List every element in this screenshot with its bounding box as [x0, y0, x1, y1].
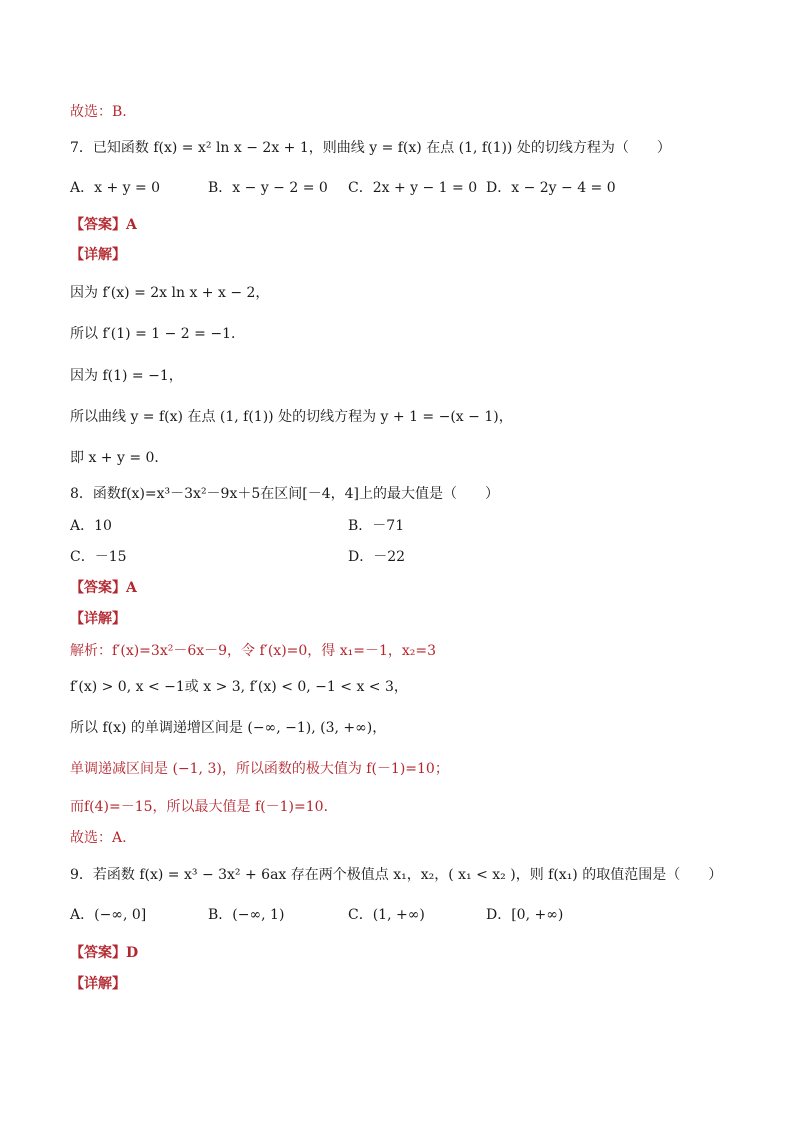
q7-step-1: 因为 f′(x) = 2x ln x + x − 2， [70, 285, 270, 301]
q9-detail-heading: 【详解】 [70, 976, 126, 992]
q8-step-3: 所以 f(x) 的单调递增区间是 (−∞, −1), (3, +∞)， [70, 720, 387, 736]
q7-option-a: A．x + y = 0 [70, 180, 161, 196]
q7-answer: 【答案】A [70, 217, 137, 233]
q8-step-5: 而f(4)=－15，所以最大值是 f(－1)=10． [70, 799, 338, 815]
q7-step-4: 所以曲线 y = f(x) 在点 (1, f(1)) 处的切线方程为 y + 1 = −(x − 1)， [70, 409, 513, 425]
q7-step-3: 因为 f(1) = −1， [70, 368, 183, 384]
q7-option-b: B．x − y − 2 = 0 [208, 180, 328, 196]
q9-stem: 9．若函数 f(x) = x³ − 3x² + 6ax 存在两个极值点 x₁，x₂，( x₁ < x₂ )，则 f(x₁) 的取值范围是（ ） [70, 867, 723, 883]
q7-step-2: 所以 f′(1) = 1 − 2 = −1． [70, 326, 245, 342]
q9-option-c: C．(1, +∞) [348, 907, 425, 923]
q8-option-b: B．－71 [348, 518, 405, 534]
q8-answer: 【答案】A [70, 580, 137, 596]
q7-detail-heading: 【详解】 [70, 247, 126, 263]
q7-step-5: 即 x + y = 0． [70, 450, 169, 466]
q9-option-a: A．(−∞, 0] [70, 907, 147, 923]
q9-answer: 【答案】D [70, 945, 139, 961]
q7-option-c: C．2x + y − 1 = 0 [348, 180, 478, 196]
q6-conclusion: 故选：B. [70, 104, 127, 120]
q9-option-b: B．(−∞, 1) [208, 907, 285, 923]
q8-option-d: D．－22 [348, 549, 406, 565]
q8-step-2: f′(x) > 0, x < −1或 x > 3, f′(x) < 0, −1 < x < 3， [70, 679, 408, 695]
q8-step-4: 单调递减区间是 (−1, 3)，所以函数的极大值为 f(－1)=10； [70, 761, 449, 777]
q7-option-d: D．x − 2y − 4 = 0 [486, 180, 616, 196]
q9-option-d: D．[0, +∞) [486, 907, 564, 923]
q7-stem: 7．已知函数 f(x) = x² ln x − 2x + 1，则曲线 y = f(x) 在点 (1, f(1)) 处的切线方程为（ ） [70, 140, 671, 156]
q8-stem: 8．函数f(x)=x³－3x²－9x＋5在区间[－4，4]上的最大值是（ ） [70, 486, 500, 502]
q8-detail-heading: 【详解】 [70, 611, 126, 627]
q8-option-a: A．10 [70, 518, 112, 534]
q8-conclusion: 故选：A. [70, 830, 127, 846]
q8-option-c: C．－15 [70, 549, 127, 565]
q8-step-1: 解析：f′(x)=3x²－6x－9，令 f′(x)=0，得 x₁=－1，x₂=3 [70, 643, 437, 659]
